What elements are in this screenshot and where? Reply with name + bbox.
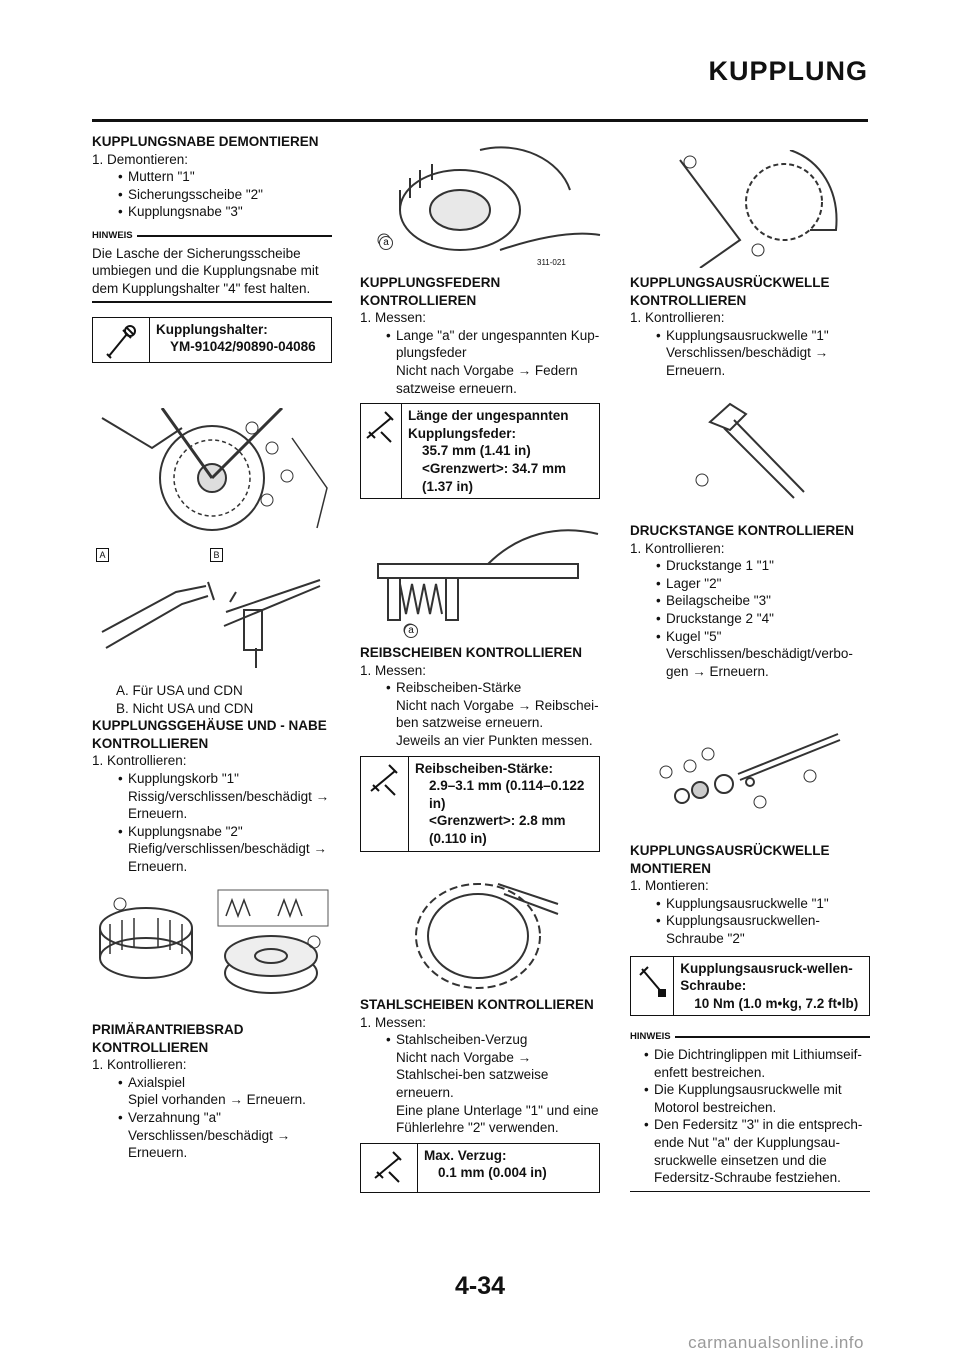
column-2 xyxy=(360,274,600,499)
push-rod-illustration xyxy=(648,728,848,814)
spring-measure-illustration xyxy=(368,524,600,640)
clutch-housing-illustration xyxy=(96,888,332,1006)
section-title: KUPPLUNGSAUSRÜCKWELLE MONTIEREN xyxy=(630,843,830,876)
page-title: KUPPLUNG xyxy=(708,56,868,86)
wrench-icon xyxy=(93,318,150,362)
list-item: • Stahlscheiben-Verzug xyxy=(360,1031,600,1049)
column-1-lower xyxy=(92,682,332,876)
spec-box xyxy=(360,403,600,499)
list-item-sub: Nicht nach Vorgabe → Reibschei-ben satzweise erneuern. xyxy=(396,697,599,731)
list-item-sub: Verschlissen/beschädigt → xyxy=(666,345,829,361)
spec-box xyxy=(92,317,332,363)
list-item: • Kugel "5" xyxy=(630,628,870,646)
spring-removal-illustration xyxy=(370,140,602,270)
spec-label: Länge der ungespannten Kupplungsfeder: xyxy=(408,408,569,441)
list-item: • Druckstange 1 "1" xyxy=(630,557,870,575)
step: 1. Messen: xyxy=(360,310,427,326)
push-lever-shaft-illustration xyxy=(690,398,810,502)
list-item-sub: Rissig/verschlissen/beschädigt → xyxy=(128,788,330,804)
spec-label: Reibscheiben-Stärke: xyxy=(415,760,554,776)
column-2-bottom xyxy=(360,996,600,1193)
spec-value: 10 Nm (1.0 m•kg, 7.2 ft•lb) xyxy=(694,995,859,1011)
column-1 xyxy=(92,133,332,363)
list-item: • Reibscheiben-Stärke xyxy=(360,679,600,697)
callout-label: a xyxy=(379,236,393,250)
list-item: • Kupplungsausruckwellen-Schraube "2" xyxy=(630,912,870,947)
step: 1. Messen: xyxy=(360,662,427,678)
column-2-middle xyxy=(360,644,600,852)
list-item: • Lange "a" der ungespannten Kup-plungsfeder xyxy=(360,327,600,362)
list-item: • Muttern "1" xyxy=(92,168,332,186)
legend-item: A. Für USA und CDN xyxy=(116,683,243,698)
column-3-middle xyxy=(630,522,870,680)
step: 1. Demontieren: xyxy=(92,151,189,167)
caliper-icon xyxy=(361,757,409,851)
list-item-sub: Verschlissen/beschädigt/verbo-gen → Erneuern. xyxy=(666,646,853,679)
hinweis-header: HINWEIS xyxy=(630,1028,870,1046)
step: 1. Messen: xyxy=(360,1014,427,1030)
list-item: • Kupplungsausruckwelle "1" xyxy=(630,327,870,345)
section-title: KUPPLUNGSNABE DEMONTIEREN xyxy=(92,134,319,149)
list-item-sub: Nicht nach Vorgabe → Stahlschei-ben satzweise erneuern. xyxy=(396,1049,549,1100)
spec-label: Max. Verzug: xyxy=(424,1147,507,1163)
section-title: KUPPLUNGSGEHÄUSE UND - NABE KONTROLLIEREN xyxy=(92,718,327,751)
header-rule xyxy=(92,119,868,122)
spec-limit: <Grenzwert>: 34.7 mm (1.37 in) xyxy=(422,460,567,494)
section-title: REIBSCHEIBEN KONTROLLIEREN xyxy=(360,645,583,660)
list-item: • Die Kupplungsausruckwelle mit Motorol bestreichen. xyxy=(630,1081,870,1116)
push-lever-illustration xyxy=(640,150,866,268)
section-title: STAHLSCHEIBEN KONTROLLIEREN xyxy=(360,997,594,1012)
list-item: • Kupplungsnabe "3" xyxy=(92,203,332,221)
list-item: • Lager "2" xyxy=(630,575,870,593)
spec-label: Kupplungshalter: xyxy=(156,321,268,337)
list-item: • Kupplungskorb "1" xyxy=(92,770,332,788)
column-1-bottom xyxy=(92,1021,332,1162)
caliper-icon xyxy=(361,404,402,498)
caliper-icon xyxy=(361,1144,418,1192)
spec-value: 0.1 mm (0.004 in) xyxy=(438,1165,547,1181)
list-item: • Beilagscheibe "3" xyxy=(630,592,870,610)
list-item-sub: Erneuern. xyxy=(128,806,188,822)
list-item-sub: Eine plane Unterlage "1" und eine Fühlerlehre "2" verwenden. xyxy=(396,1102,599,1136)
list-item-sub: Riefig/verschlissen/beschädigt → xyxy=(128,841,327,857)
list-item: • Die Dichtringlippen mit Lithiumseif-enfett bestreichen. xyxy=(630,1046,870,1081)
spec-limit: <Grenzwert>: 2.8 mm (0.110 in) xyxy=(429,813,566,846)
step: 1. Montieren: xyxy=(630,878,709,894)
spec-value: 2.9–3.1 mm (0.114–0.122 in) xyxy=(429,778,585,811)
section-title: KUPPLUNGSFEDERN KONTROLLIEREN xyxy=(360,275,501,308)
list-item-sub: Jeweils an vier Punkten messen. xyxy=(396,732,593,748)
step: 1. Kontrollieren: xyxy=(630,310,725,326)
section-title: KUPPLUNGSAUSRÜCKWELLE KONTROLLIEREN xyxy=(630,275,830,308)
spec-box xyxy=(360,756,600,852)
list-item: • Sicherungsscheibe "2" xyxy=(92,186,332,204)
clutch-holder-illustration xyxy=(92,408,332,538)
list-item: • Kupplungsnabe "2" xyxy=(92,823,332,841)
spec-label: Kupplungsausruck-wellen- Schraube: xyxy=(680,960,853,994)
friction-plate-illustration xyxy=(408,874,568,990)
section-title: PRIMÄRANTRIEBSRAD KONTROLLIEREN xyxy=(92,1022,244,1055)
torque-bolt-icon xyxy=(631,957,674,1016)
spec-value: YM-91042/90890-04086 xyxy=(170,339,316,355)
legend-item: B. Nicht USA und CDN xyxy=(116,700,254,716)
column-3-bottom xyxy=(630,842,870,1192)
list-item-sub: Nicht nach Vorgabe → Federn satzweise erneuern. xyxy=(396,362,578,396)
watermark: carmanualsonline.info xyxy=(688,1333,864,1352)
hinweis-header: HINWEIS xyxy=(92,227,332,245)
spec-box xyxy=(630,956,870,1017)
figure-code: 311-021 xyxy=(537,258,566,267)
page-number: 4-34 xyxy=(454,1272,506,1300)
callout-label: a xyxy=(404,624,418,638)
column-3 xyxy=(630,274,870,380)
list-item-sub: Erneuern. xyxy=(128,858,188,874)
list-item-sub: Erneuern. xyxy=(128,1145,188,1161)
list-item-sub: Spiel vorhanden → Erneuern. xyxy=(128,1092,306,1108)
section-title: DRUCKSTANGE KONTROLLIEREN xyxy=(630,523,854,538)
list-item: • Axialspiel xyxy=(92,1074,332,1092)
step: 1. Kontrollieren: xyxy=(92,1057,187,1073)
list-item: • Kupplungsausruckwelle "1" xyxy=(630,895,870,913)
spec-value: 35.7 mm (1.41 in) xyxy=(422,443,531,459)
spec-box xyxy=(360,1143,600,1193)
list-item: • Verzahnung "a" xyxy=(92,1109,332,1127)
step: 1. Kontrollieren: xyxy=(630,540,725,556)
step: 1. Kontrollieren: xyxy=(92,753,187,769)
hinweis-end-rule xyxy=(630,1191,870,1193)
figure-label: A xyxy=(96,548,109,562)
list-item: • Den Federsitz "3" in die entsprech-ende Nut "a" der Kupplungsau-sruckwelle einsetzen und die Federsitz-Schraube festziehen. xyxy=(630,1116,870,1186)
list-item: • Druckstange 2 "4" xyxy=(630,610,870,628)
hinweis-text: Die Lasche der Sicherungsscheibe umbiegen und die Kupplungsnabe mit dem Kupplungshalter "4" fest halten. xyxy=(92,245,319,296)
tools-illustration xyxy=(96,572,328,672)
list-item-sub: Erneuern. xyxy=(666,362,726,378)
list-item-sub: Verschlissen/beschädigt → xyxy=(128,1127,291,1143)
figure-label: B xyxy=(210,548,223,562)
